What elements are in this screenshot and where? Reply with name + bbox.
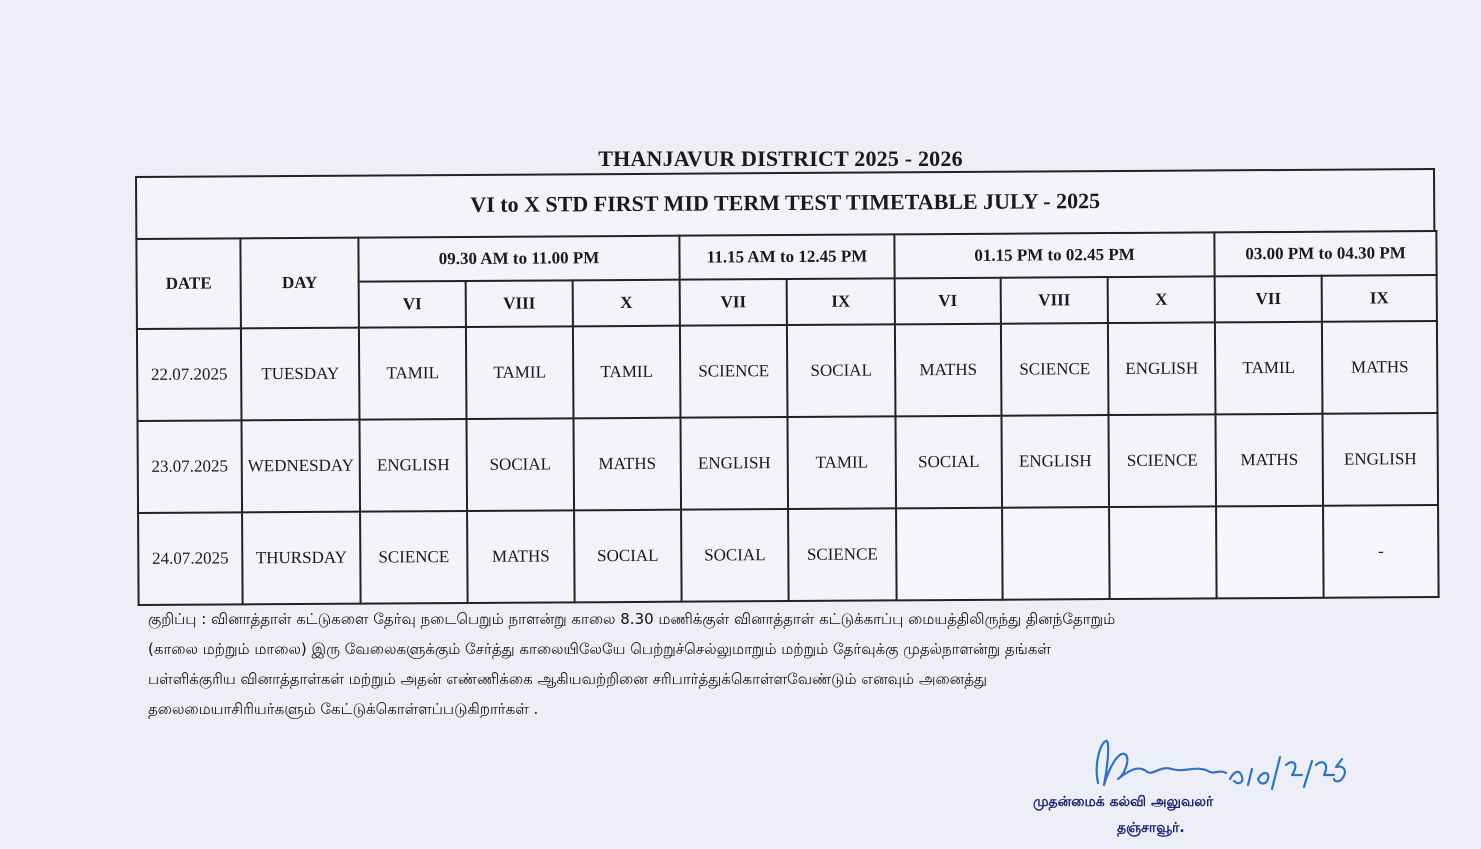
subject-cell: ENGLISH <box>681 417 789 510</box>
subject-cell: SOCIAL <box>466 418 574 511</box>
subject-cell: MATHS <box>1322 321 1438 414</box>
subject-cell-blank <box>1002 507 1110 600</box>
note-paragraph <box>148 604 1418 724</box>
subject-cell: SCIENCE <box>360 511 468 604</box>
subject-cell: SCIENCE <box>680 325 788 418</box>
day-header: DAY <box>240 238 359 329</box>
note-line: பள்ளிக்குரிய வினாத்தாள்கள் மற்றும் அதன் எண்ணிக்கை ஆகியவற்றினை சரிபார்த்துக்கொள்ளவேண்டும் எனவும் அனைத்து <box>148 670 988 688</box>
slot-time-header: 03.00 PM to 04.30 PM <box>1214 231 1436 276</box>
subject-cell: SOCIAL <box>896 416 1003 509</box>
office-stamp: முதன்மைக் கல்வி அலுவலர் <box>1033 794 1214 810</box>
date-cell: 23.07.2025 <box>137 420 242 513</box>
slot-time-header: 09.30 AM to 11.00 PM <box>358 236 679 282</box>
subject-cell: TAMIL <box>466 326 574 419</box>
date-cell: 24.07.2025 <box>138 512 243 605</box>
subject-cell: MATHS <box>1216 414 1324 507</box>
standard-header: VIII <box>1001 277 1108 324</box>
standard-header: VI <box>359 281 466 328</box>
date-header: DATE <box>136 238 241 329</box>
subject-cell: SOCIAL <box>787 324 896 417</box>
subject-cell: TAMIL <box>1215 322 1323 415</box>
slot-time-header: 11.15 AM to 12.45 PM <box>679 234 894 279</box>
subject-cell: ENGLISH <box>1323 413 1439 506</box>
subject-cell: ENGLISH <box>359 419 467 512</box>
subject-cell: TAMIL <box>573 326 681 419</box>
table-row <box>138 505 1439 605</box>
subject-cell: SOCIAL <box>574 510 682 603</box>
table-row <box>137 321 1438 421</box>
standard-header: X <box>573 280 680 327</box>
timetable-sheet <box>135 168 1438 606</box>
subject-cell: MATHS <box>467 510 575 603</box>
standard-header: IX <box>1322 275 1437 322</box>
subject-cell: TAMIL <box>788 416 897 509</box>
subject-cell: SOCIAL <box>681 509 789 602</box>
note-line: (காலை மற்றும் மாலை) இரு வேலைகளுக்கும் சேர்த்து காலையிலேயே பெற்றுச்செல்லுமாறும் மற்றும் தேர்வுக்கு முதல்நாளன்று தங்கள் <box>148 640 1051 658</box>
standard-header: VII <box>1215 276 1322 323</box>
subject-cell: SCIENCE <box>1001 323 1109 416</box>
standard-header: IX <box>787 278 895 325</box>
note-line: தலைமையாசிரியர்களும் கேட்டுக்கொள்ளப்படுகிறார்கள் . <box>148 700 539 718</box>
signature-image <box>1080 735 1360 795</box>
standard-header: X <box>1108 276 1215 323</box>
subject-cell: SCIENCE <box>788 508 897 601</box>
date-cell: 22.07.2025 <box>137 328 242 421</box>
table-row <box>137 413 1438 513</box>
subject-cell: ENGLISH <box>1108 322 1216 415</box>
day-cell: THURSDAY <box>242 512 361 605</box>
standard-header: VIII <box>466 280 573 327</box>
subject-cell-dash: - <box>1323 505 1439 598</box>
subject-cell-blank <box>1109 506 1217 599</box>
slot-time-header: 01.15 PM to 02.45 PM <box>894 232 1214 278</box>
timetable-table <box>135 230 1439 606</box>
day-cell: TUESDAY <box>241 328 360 421</box>
subject-cell: ENGLISH <box>1002 415 1110 508</box>
subject-cell: MATHS <box>573 418 681 511</box>
subject-cell: SCIENCE <box>1109 414 1217 507</box>
office-place: தஞ்சாவூர். <box>1117 820 1185 836</box>
subject-cell-blank <box>896 508 1003 601</box>
timetable-title: VI to X STD FIRST MID TERM TEST TIMETABLE JULY - 2025 <box>135 168 1435 238</box>
standard-header: VII <box>680 279 787 326</box>
subject-cell: TAMIL <box>359 327 467 420</box>
subject-cell: MATHS <box>895 324 1002 417</box>
day-cell: WEDNESDAY <box>241 420 360 513</box>
subject-cell-blank <box>1216 506 1324 599</box>
district-title: THANJAVUR DISTRICT 2025 - 2026 <box>598 146 963 171</box>
standard-header: VI <box>895 278 1001 325</box>
note-line: குறிப்பு : வினாத்தாள் கட்டுகளை தேர்வு நடைபெறும் நாளன்று காலை 8.30 மணிக்குள் வினாத்தாள் கட்டுக்காப்பு மையத்திலிருந்து தினந்தோறும் <box>148 610 1116 628</box>
